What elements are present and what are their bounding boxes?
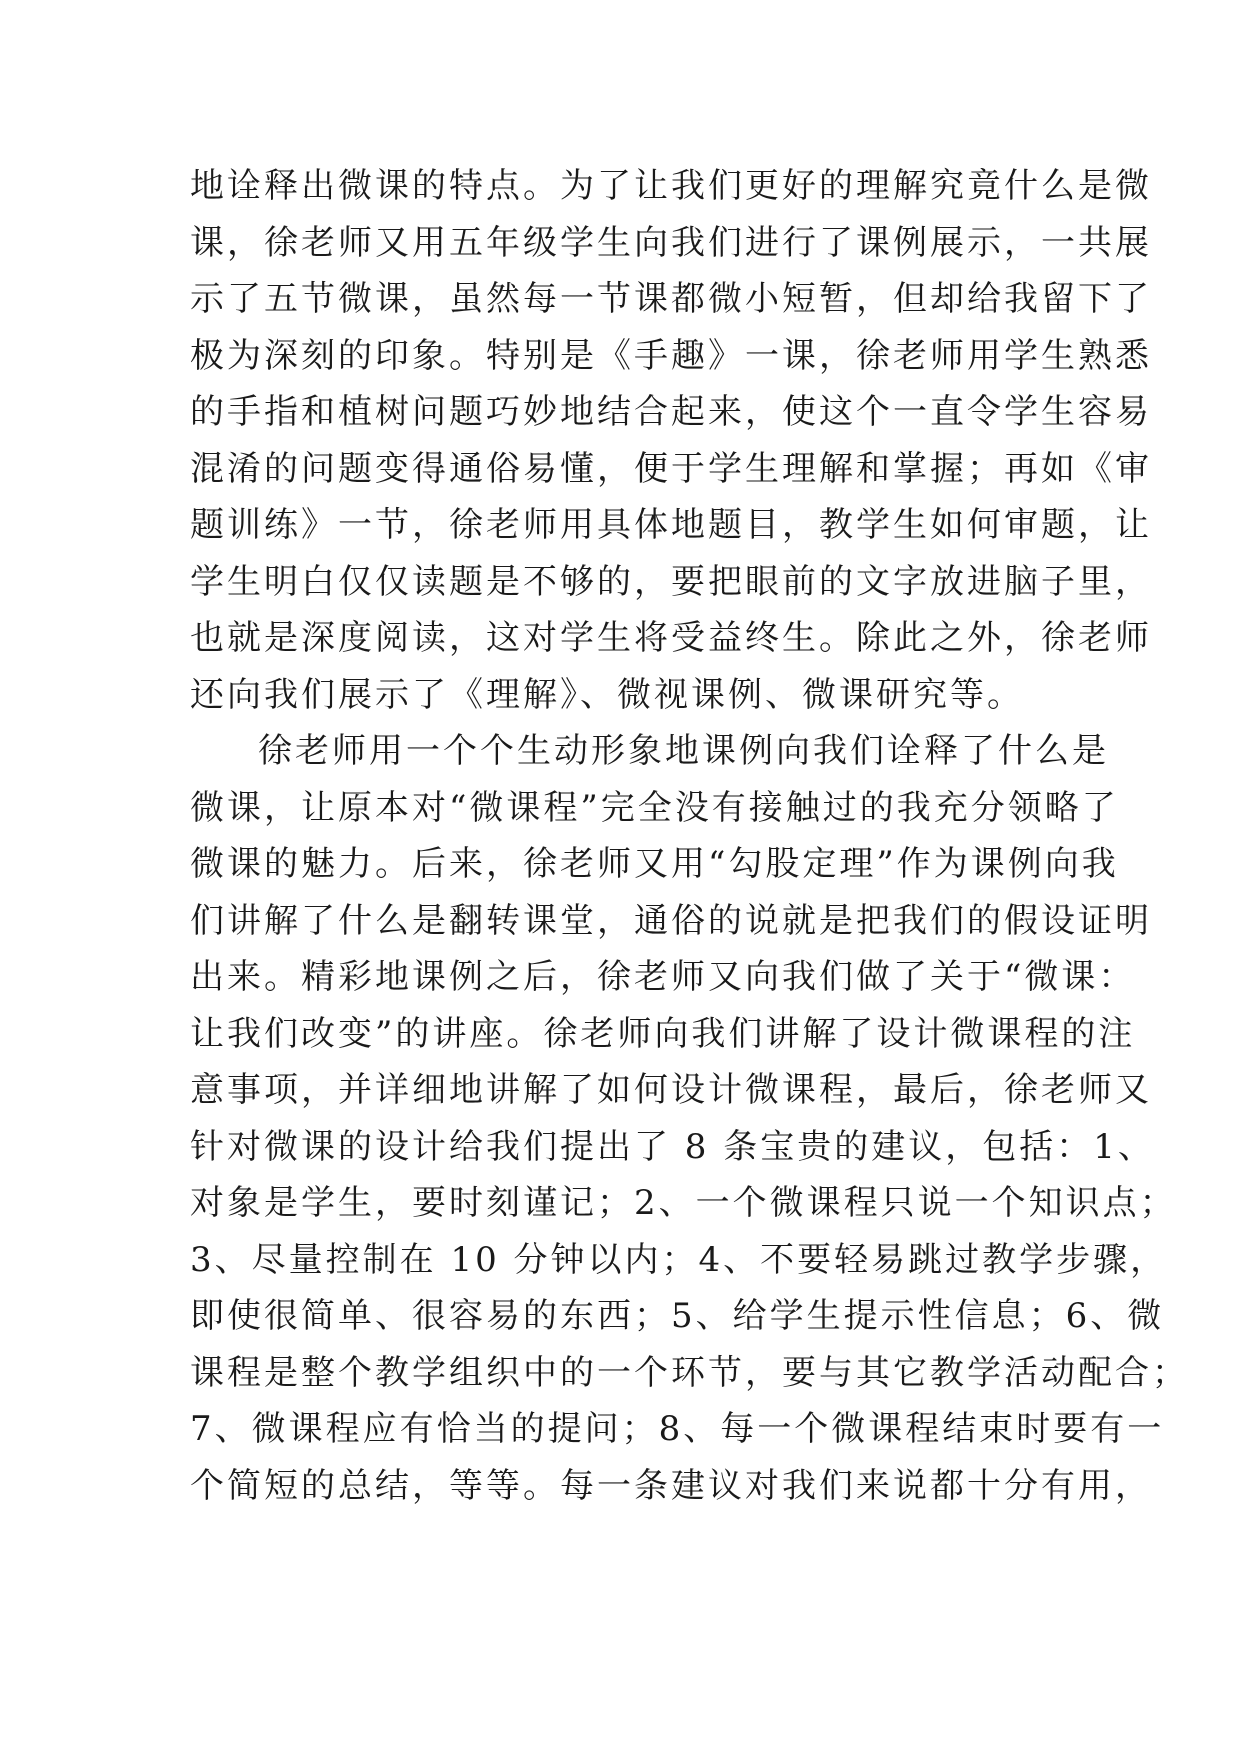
paragraph-1-line-2: 课，徐老师又用五年级学生向我们进行了课例展示，一共展 bbox=[190, 222, 1152, 263]
paragraph-1-line-1: 地诠释出微课的特点。为了让我们更好的理解究竟什么是微 bbox=[190, 166, 1152, 206]
paragraph-1-line-4: 极为深刻的印象。特别是《手趣》一课，徐老师用学生熟悉 bbox=[190, 335, 1152, 376]
paragraph-1-line-7: 题训练》一节，徐老师用具体地题目，教学生如何审题，让 bbox=[190, 505, 1152, 545]
paragraph-2-line-12: 课程是整个教学组织中的一个环节，要与其它教学活动配合； bbox=[190, 1352, 1189, 1393]
paragraph-2-line-13: 7、微课程应有恰当的提问；8、每一个微课程结束时要有一 bbox=[190, 1409, 1165, 1449]
paragraph-2-line-4: 们讲解了什么是翻转课堂，通俗的说就是把我们的假设证明 bbox=[190, 900, 1152, 941]
document-body bbox=[190, 158, 1189, 1514]
paragraph-2-line-14: 个简短的总结，等等。每一条建议对我们来说都十分有用， bbox=[190, 1465, 1152, 1506]
paragraph-1-line-5: 的手指和植树问题巧妙地结合起来，使这个一直令学生容易 bbox=[190, 392, 1152, 432]
paragraph-2-line-7: 意事项，并详细地讲解了如何设计微课程，最后，徐老师又 bbox=[190, 1070, 1152, 1110]
paragraph-2-line-5: 出来。精彩地课例之后，徐老师又向我们做了关于“微课： bbox=[190, 957, 1136, 997]
paragraph-2-line-3: 微课的魅力。后来，徐老师又用“勾股定理”作为课例向我 bbox=[190, 844, 1119, 884]
paragraph-2-line-10: 3、尽量控制在 10 分钟以内；4、不要轻易跳过教学步骤， bbox=[190, 1239, 1168, 1280]
paragraph-1-line-3: 示了五节微课，虽然每一节课都微小短暂，但却给我留下了 bbox=[190, 279, 1152, 319]
paragraph-2-line-6: 让我们改变”的讲座。徐老师向我们讲解了设计微课程的注 bbox=[190, 1013, 1136, 1054]
paragraph-1-line-6: 混淆的问题变得通俗易懂，便于学生理解和掌握；再如《审 bbox=[190, 448, 1152, 489]
paragraph-2-line-11: 即使很简单、很容易的东西；5、给学生提示性信息；6、微 bbox=[190, 1296, 1165, 1336]
paragraph-2-line-9: 对象是学生，要时刻谨记；2、一个微课程只说一个知识点； bbox=[190, 1183, 1177, 1223]
paragraph-2-line-8: 针对微课的设计给我们提出了 8 条宝贵的建议，包括：1、 bbox=[190, 1126, 1155, 1167]
paragraph-2-line-2: 微课，让原本对“微课程”完全没有接触过的我充分领略了 bbox=[190, 787, 1119, 828]
paragraph-1-line-10: 还向我们展示了《理解》、微视课例、微课研究等。 bbox=[190, 674, 1024, 715]
paragraph-1-line-8: 学生明白仅仅读题是不够的，要把眼前的文字放进脑子里， bbox=[190, 561, 1152, 602]
paragraph-2-line-1: 徐老师用一个个生动形象地课例向我们诠释了什么是 bbox=[258, 731, 1109, 771]
paragraph-1-line-9: 也就是深度阅读，这对学生将受益终生。除此之外，徐老师 bbox=[190, 618, 1152, 658]
